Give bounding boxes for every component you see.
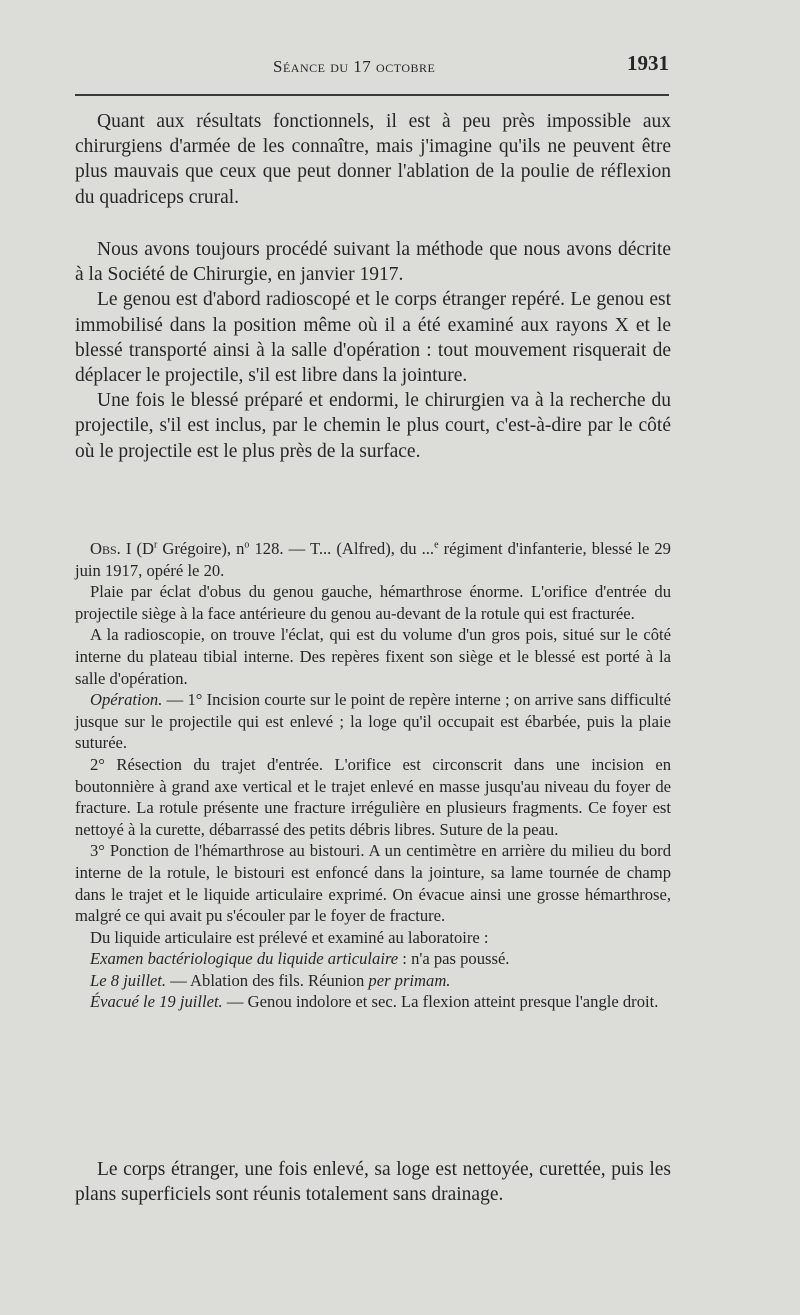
observation-section — [75, 538, 671, 1013]
date-text: — Ablation des fils. Réunion — [166, 970, 369, 990]
paragraph: Une fois le blessé préparé et endormi, le chirurgien va à la recherche du projectile, s'il est inclus, par le chemin le plus court, c'est-à-dire par le côté où le projectile est le plus près de la surface. — [75, 390, 671, 462]
operation-label: Opération. — [90, 690, 163, 710]
method-section — [75, 237, 671, 464]
evac-text: — Genou indolore et sec. La flexion atteint presque l'angle droit. — [222, 992, 659, 1012]
conclusion-section — [75, 1157, 671, 1207]
paragraph: Nous avons toujours procédé suivant la méthode que nous avons décrite à la Société de Chirurgie, en janvier 1917. — [75, 239, 671, 286]
superscript: r — [154, 539, 158, 551]
evac-label: Évacué le 19 juillet. — [90, 992, 223, 1012]
exam-paragraph — [75, 948, 671, 970]
paragraph: Le genou est d'abord radioscopé et le corps étranger repéré. Le genou est immobilisé dans la position même où il a été examiné aux rayons X et le blessé transporté ainsi à la salle d'opération : tout mouvement risquerait de déplacer le projectile, s'il est libre dans la jointure. — [75, 289, 671, 387]
paragraph: 2° Résection du trajet d'entrée. L'orifice est circonscrit dans une incision en boutonnière à grand axe vertical et le trajet enlevé en masse jusqu'au niveau du foyer de fracture. La rotule présente une fracture irrégulière en plusieurs fragments. Ce foyer est nettoyé à la curette, débarrassé des petits débris libres. Suture de la peau. — [75, 754, 671, 839]
operation-text: — 1° Incision courte sur le point de repère interne ; on arrive sans difficulté jusque sur le projectile qui est enlevé ; la loge qu'il occupait est ébarbée, puis la plaie suturée. — [75, 690, 671, 753]
obs-ref: I (D — [120, 539, 154, 558]
paragraph: Quant aux résultats fonctionnels, il est à peu près impossible aux chirurgiens d'armée de les connaître, mais j'imagine qu'ils ne peuvent être plus mauvais que ceux que peut donner l'ablation de la poulie de réflexion du quadriceps crural. — [75, 111, 671, 208]
operation-paragraph — [75, 689, 671, 754]
exam-text: : n'a pas poussé. — [398, 949, 510, 969]
date-paragraph — [75, 970, 671, 992]
header-rule — [75, 94, 669, 96]
paragraph: Du liquide articulaire est prélevé et examiné au laboratoire : — [90, 927, 489, 947]
obs-ref: 128. — T... (Alfred), du ... — [249, 539, 435, 558]
paragraph: 3° Ponction de l'hémarthrose au bistouri. A un centimètre en arrière du milieu du bord interne de la rotule, le bistouri est enfoncé dans la jointure, sa lame tournée de champ dans le trajet et le liquide articulaire exprimé. On évacue ainsi une grosse hémarthrose, malgré ce qui avait pu s'écouler par le foyer de fracture. — [75, 841, 671, 926]
obs-ref: Grégoire), n — [157, 539, 245, 558]
header-title: Séance du 17 octobre — [273, 57, 436, 76]
superscript: o — [244, 539, 250, 551]
observation-heading — [75, 538, 671, 581]
obs-ref: régiment d'infanterie, blessé le 29 juin 1917, opéré le 20. — [75, 539, 671, 580]
latin-phrase: per primam. — [368, 970, 451, 990]
date-label: Le 8 juillet. — [90, 970, 167, 990]
exam-label: Examen bactériologique du liquide articulaire — [90, 949, 399, 969]
superscript: e — [434, 539, 439, 551]
intro-section — [75, 109, 671, 210]
obs-label: Obs. — [90, 539, 121, 558]
paragraph: A la radioscopie, on trouve l'éclat, qui est du volume d'un gros pois, situé sur le côté interne du plateau tibial interne. Des repères fixent son siège et le blessé est porté à la salle d'opération. — [75, 625, 671, 688]
paragraph: Le corps étranger, une fois enlevé, sa loge est nettoyée, curettée, puis les plans superficiels sont réunis totalement sans drainage. — [75, 1159, 671, 1206]
page-number: 1931 — [627, 51, 669, 75]
evac-paragraph — [75, 991, 671, 1013]
running-header — [75, 49, 671, 83]
paragraph: Plaie par éclat d'obus du genou gauche, hémarthrose énorme. L'orifice d'entrée du projectile siège à la face antérieure du genou au-devant de la rotule qui est fracturée. — [75, 582, 671, 623]
